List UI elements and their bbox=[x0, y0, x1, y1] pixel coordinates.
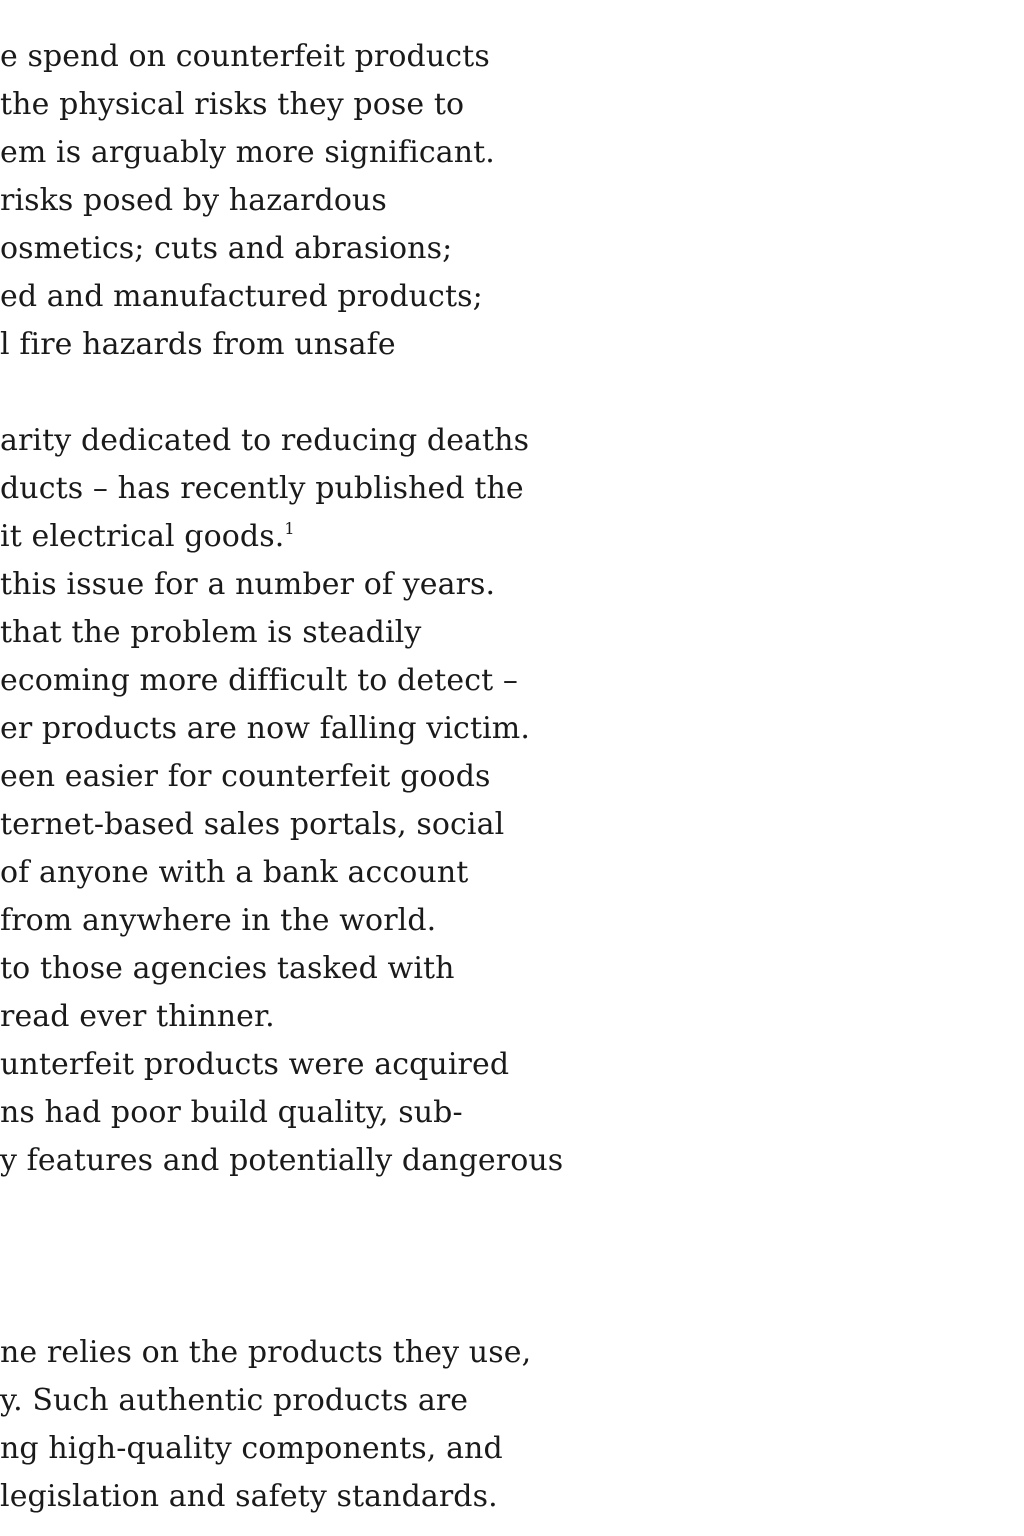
text-line-content: it electrical goods. bbox=[0, 519, 285, 554]
text-line: e spend on counterfeit products bbox=[0, 39, 490, 74]
text-line: read ever thinner. bbox=[0, 999, 275, 1034]
text-line bbox=[0, 518, 295, 556]
text-line: ne relies on the products they use, bbox=[0, 1335, 532, 1370]
text-line: em is arguably more significant. bbox=[0, 135, 495, 170]
text-line: ng high-quality components, and bbox=[0, 1431, 503, 1466]
text-line: of anyone with a bank account bbox=[0, 855, 469, 890]
text-line: this issue for a number of years. bbox=[0, 567, 496, 602]
text-line: ternet-based sales portals, social bbox=[0, 807, 505, 842]
text-line: osmetics; cuts and abrasions; bbox=[0, 231, 453, 266]
text-line: to those agencies tasked with bbox=[0, 951, 455, 986]
text-line: arity dedicated to reducing deaths bbox=[0, 423, 530, 458]
text-line: ed and manufactured products; bbox=[0, 279, 483, 314]
text-line: legislation and safety standards. bbox=[0, 1479, 498, 1514]
text-line: y features and potentially dangerous bbox=[0, 1143, 564, 1178]
text-line: that the problem is steadily bbox=[0, 615, 422, 650]
text-line: ducts – has recently published the bbox=[0, 471, 524, 506]
text-line: een easier for counterfeit goods bbox=[0, 759, 491, 794]
text-line: the physical risks they pose to bbox=[0, 87, 465, 122]
text-line: unterfeit products were acquired bbox=[0, 1047, 510, 1082]
text-line: l fire hazards from unsafe bbox=[0, 327, 396, 362]
text-line: risks posed by hazardous bbox=[0, 183, 387, 218]
text-line: y. Such authentic products are bbox=[0, 1383, 469, 1418]
footnote-marker: 1 bbox=[284, 519, 295, 538]
text-line: ns had poor build quality, sub- bbox=[0, 1095, 463, 1130]
text-line: er products are now falling victim. bbox=[0, 711, 530, 746]
text-line: from anywhere in the world. bbox=[0, 903, 437, 938]
text-line: ecoming more difficult to detect – bbox=[0, 663, 518, 698]
